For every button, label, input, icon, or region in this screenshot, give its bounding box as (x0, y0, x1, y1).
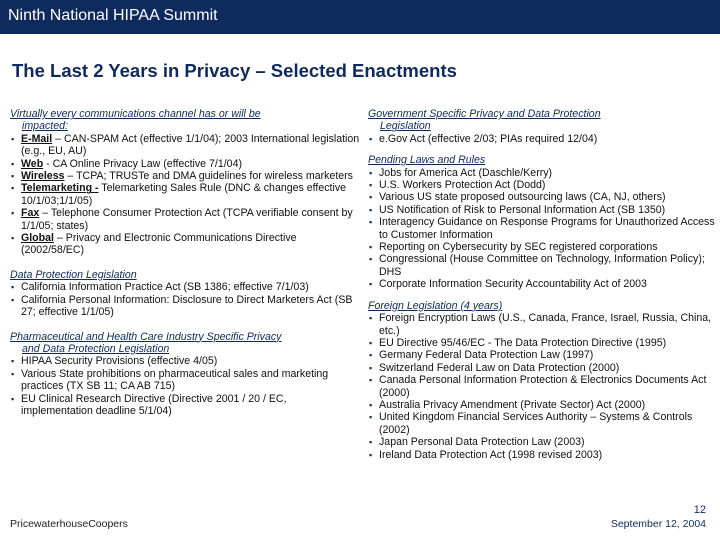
company-name: PricewaterhouseCoopers (10, 518, 128, 530)
communications-heading-line1: Virtually every communications channel has or will be (10, 108, 261, 120)
header-bar (0, 0, 720, 34)
slide-title: The Last 2 Years in Privacy – Selected Enactments (12, 60, 457, 81)
communications-list (10, 133, 360, 257)
data-protection-list (10, 281, 360, 318)
pharma-heading (10, 331, 360, 356)
list-item: ▪ Canada Personal Information Protection & Electronics Documents Act (2000) (368, 374, 718, 399)
list-item: ▪ Corporate Information Security Accountability Act of 2003 (368, 278, 718, 290)
list-item: ▪ EU Directive 95/46/EC - The Data Protection Directive (1995) (368, 337, 718, 349)
data-protection-heading: Data Protection Legislation (10, 268, 137, 281)
list-item: ▪ U.S. Workers Protection Act (Dodd) (368, 179, 718, 191)
pharma-list (10, 355, 360, 417)
list-item: ▪ Reporting on Cybersecurity by SEC registered corporations (368, 241, 718, 253)
pending-list (368, 167, 718, 291)
list-item: ▪ HIPAA Security Provisions (effective 4/05) (10, 355, 360, 367)
foreign-heading: Foreign Legislation (4 years) (368, 299, 503, 312)
list-item: ▪ California Information Practice Act (SB 1386; effective 7/1/03) (10, 281, 360, 293)
list-item: ▪ United Kingdom Financial Services Authority – Systems & Controls (2002) (368, 411, 718, 436)
list-item: ▪ Fax – Telephone Consumer Protection Act (TCPA verifiable consent by 1/1/05; states) (10, 207, 360, 232)
list-item: ▪ Interagency Guidance on Response Programs for Unauthorized Access to Customer Information (368, 216, 718, 241)
list-item: ▪ Congressional (House Committee on Technology, Information Policy); DHS (368, 253, 718, 278)
list-item: ▪ Various State prohibitions on pharmaceutical sales and marketing practices (TX SB 11; CA AB 715) (10, 368, 360, 393)
government-heading-line1: Government Specific Privacy and Data Protection (368, 108, 601, 120)
list-item: ▪ California Personal Information: Disclosure to Direct Marketers Act (SB 27; effective 1/1/05) (10, 294, 360, 319)
list-item: ▪ Wireless – TCPA; TRUSTe and DMA guidelines for wireless marketers (10, 170, 360, 182)
list-item: ▪ Japan Personal Data Protection Law (2003) (368, 436, 718, 448)
list-item: ▪ Foreign Encryption Laws (U.S., Canada, France, Israel, Russia, China, etc.) (368, 312, 718, 337)
list-item: ▪ Telemarketing - Telemarketing Sales Rule (DNC & changes effective 10/1/03;1/1/05) (10, 182, 360, 207)
list-item: ▪ Ireland Data Protection Act (1998 revised 2003) (368, 449, 718, 461)
communications-heading (10, 108, 360, 133)
footer-date: September 12, 2004 (610, 518, 706, 530)
foreign-list (368, 312, 718, 461)
list-item: ▪ e.Gov Act (effective 2/03; PIAs required 12/04) (368, 133, 718, 145)
list-item: ▪ Global – Privacy and Electronic Communications Directive (2002/58/EC) (10, 232, 360, 257)
government-heading-line2: Legislation (380, 120, 431, 133)
pharma-heading-line2: and Data Protection Legislation (22, 342, 170, 355)
list-item: ▪ EU Clinical Research Directive (Directive 2001 / 20 / EC, implementation deadline 5/1/04) (10, 393, 360, 418)
header-title: Ninth National HIPAA Summit (8, 7, 218, 24)
communications-heading-line2: impacted: (22, 120, 68, 133)
pharma-heading-line1: Pharmaceutical and Health Care Industry Specific Privacy (10, 330, 282, 343)
government-heading (368, 108, 718, 133)
left-column (10, 108, 360, 417)
government-list (368, 133, 718, 145)
list-item: ▪ E-Mail – CAN-SPAM Act (effective 1/1/04); 2003 International legislation (e.g., EU, AU) (10, 133, 360, 158)
list-item: ▪ US Notification of Risk to Personal Information Act (SB 1350) (368, 204, 718, 216)
list-item: ▪ Various US state proposed outsourcing laws (CA, NJ, others) (368, 191, 718, 203)
page-number: 12 (693, 504, 706, 516)
right-column (368, 108, 718, 461)
list-item: ▪ Germany Federal Data Protection Law (1997) (368, 349, 718, 361)
pending-heading: Pending Laws and Rules (368, 154, 486, 167)
list-item: ▪ Jobs for America Act (Daschle/Kerry) (368, 167, 718, 179)
list-item: ▪ Switzerland Federal Law on Data Protection (2000) (368, 362, 718, 374)
list-item: ▪ Australia Privacy Amendment (Private Sector) Act (2000) (368, 399, 718, 411)
list-item: ▪ Web - CA Online Privacy Law (effective 7/1/04) (10, 158, 360, 170)
